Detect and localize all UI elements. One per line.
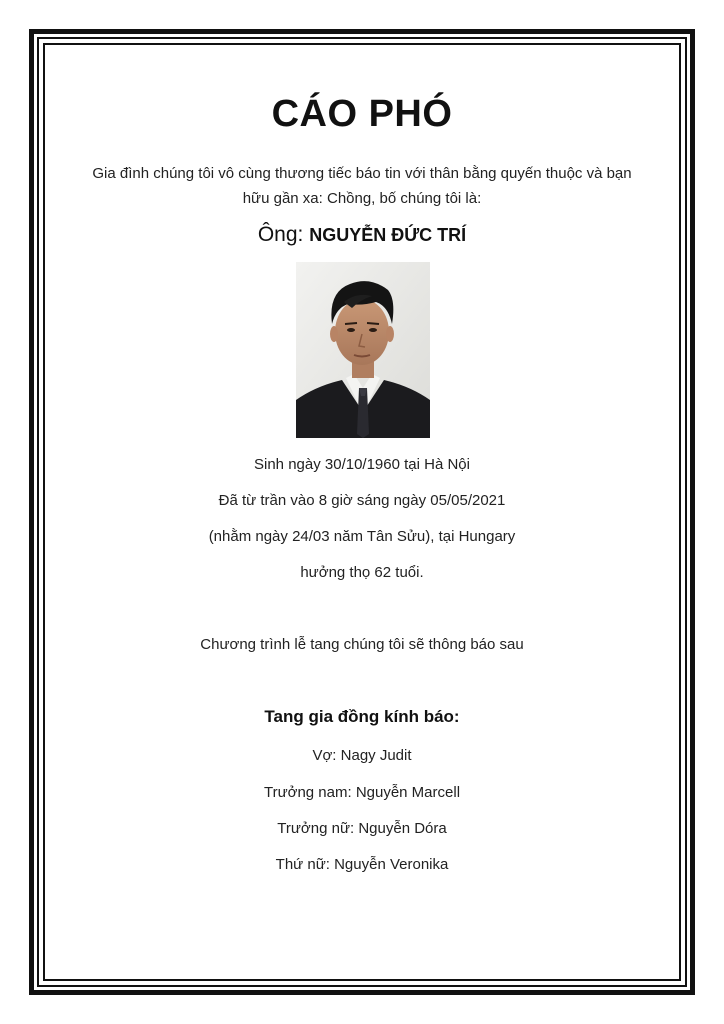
obituary-content bbox=[43, 43, 681, 981]
birth-info: Sinh ngày 30/10/1960 tại Hà Nội bbox=[254, 456, 470, 473]
intro-text: Gia đình chúng tôi vô cùng thương tiếc báo tin với thân bằng quyến thuộc và bạn hữu gần xa: Chồng, bố chúng tôi là: bbox=[92, 165, 632, 207]
family-member: Trưởng nam: Nguyễn Marcell bbox=[263, 784, 461, 801]
deceased-name-line bbox=[43, 223, 681, 247]
family-member: Trưởng nữ: Nguyễn Dóra bbox=[277, 820, 447, 837]
family-member: Thứ nữ: Nguyễn Veronika bbox=[275, 856, 449, 873]
age-info: hưởng thọ 62 tuổi. bbox=[300, 564, 424, 581]
portrait-photo bbox=[296, 262, 430, 438]
family-heading: Tang gia đồng kính báo: bbox=[264, 707, 460, 726]
obituary-title: CÁO PHÓ bbox=[271, 93, 453, 135]
death-info: Đã từ trần vào 8 giờ sáng ngày 05/05/2021 bbox=[218, 492, 506, 509]
name-prefix: Ông: bbox=[257, 223, 310, 246]
funeral-notice: Chương trình lễ tang chúng tôi sẽ thông báo sau bbox=[200, 636, 524, 653]
lunar-date-info: (nhằm ngày 24/03 năm Tân Sửu), tại Hungary bbox=[208, 528, 516, 545]
deceased-name: NGUYỄN ĐỨC TRÍ bbox=[309, 225, 467, 245]
family-member: Vợ: Nagy Judit bbox=[312, 747, 412, 764]
